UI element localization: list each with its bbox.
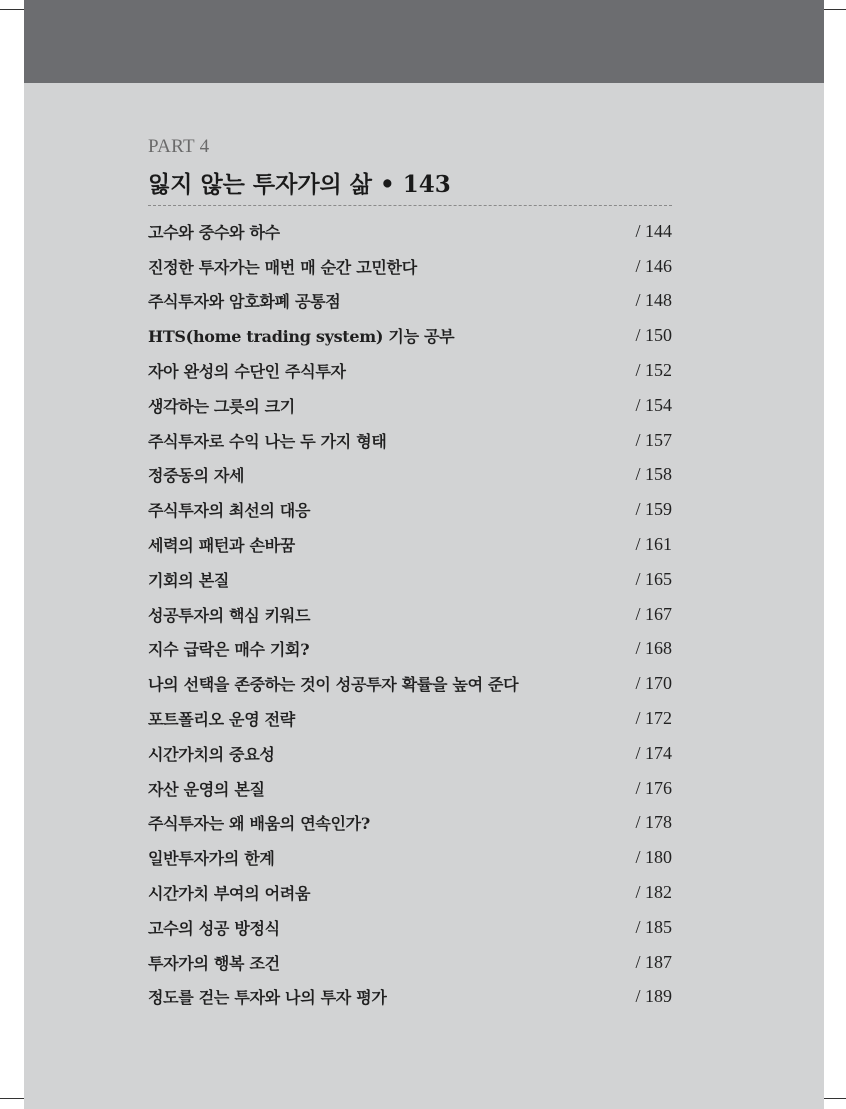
toc-entry-title: 진정한 투자가는 매번 매 순간 고민한다 [148,257,417,277]
toc-entry-page: / 174 [635,742,672,763]
toc-entry-title: 자산 운영의 본질 [148,779,265,799]
toc-entry [148,562,672,597]
toc-entry-page: / 165 [635,568,672,589]
table-of-contents [148,214,672,1014]
toc-entry-title: 정도를 걷는 투자와 나의 투자 평가 [148,988,387,1008]
toc-entry-title: 일반투자가의 한계 [148,849,275,869]
toc-entry [148,910,672,945]
toc-entry-page: / 178 [635,812,672,833]
toc-entry-page: / 154 [635,394,672,415]
toc-entry-page: / 158 [635,464,672,485]
toc-entry [148,945,672,980]
toc-entry-title: 고수와 중수와 하수 [148,222,280,242]
toc-entry [148,597,672,632]
toc-entry [148,458,672,493]
toc-entry-page: / 172 [635,708,672,729]
toc-entry-title: 세력의 패턴과 손바꿈 [148,536,295,556]
toc-entry-page: / 180 [635,847,672,868]
toc-entry [148,388,672,423]
toc-entry [148,736,672,771]
toc-entry-page: / 144 [635,220,672,241]
crop-mark [0,9,24,10]
book-page [24,0,824,1109]
crop-mark [0,1098,24,1099]
toc-entry [148,318,672,353]
toc-entry [148,527,672,562]
toc-entry [148,806,672,841]
toc-entry-page: / 185 [635,916,672,937]
toc-entry [148,701,672,736]
toc-entry-page: / 148 [635,290,672,311]
toc-entry-page: / 176 [635,777,672,798]
crop-mark [822,1098,846,1099]
toc-entry [148,666,672,701]
toc-entry [148,214,672,249]
toc-entry-title: 지수 급락은 매수 기회? [148,640,310,660]
toc-entry [148,980,672,1015]
toc-entry-title: 주식투자의 최선의 대응 [148,501,311,521]
toc-entry [148,875,672,910]
toc-entry [148,492,672,527]
toc-entry-page: / 170 [635,673,672,694]
toc-entry-title: 생각하는 그릇의 크기 [148,396,295,416]
toc-entry-title: 투자가의 행복 조건 [148,953,280,973]
toc-entry-title: 고수의 성공 방정식 [148,918,280,938]
toc-entry [148,423,672,458]
toc-entry-page: / 168 [635,638,672,659]
part-title: 잃지 않는 투자가의 삶 • 143 [148,171,451,198]
dashed-divider [148,205,672,206]
toc-entry-title: 나의 선택을 존중하는 것이 성공투자 확률을 높여 준다 [148,675,519,695]
toc-entry [148,249,672,284]
toc-entry-page: / 152 [635,360,672,381]
toc-entry [148,632,672,667]
toc-entry-title: 포트폴리오 운영 전략 [148,710,295,730]
toc-entry-title: 정중동의 자세 [148,466,245,486]
toc-entry-title: 주식투자로 수익 나는 두 가지 형태 [148,431,387,451]
header-band [24,0,824,83]
toc-entry-title: 주식투자와 암호화폐 공통점 [148,292,341,312]
toc-entry [148,771,672,806]
toc-entry-title: 기회의 본질 [148,570,230,590]
toc-entry-page: / 187 [635,951,672,972]
toc-entry-title: 시간가치의 중요성 [148,744,275,764]
toc-entry [148,840,672,875]
toc-entry-page: / 161 [635,534,672,555]
toc-entry-page: / 167 [635,603,672,624]
part-label: PART 4 [148,136,210,157]
crop-mark [822,9,846,10]
toc-entry-page: / 157 [635,429,672,450]
toc-entry-page: / 150 [635,325,672,346]
toc-entry [148,284,672,319]
toc-entry-page: / 182 [635,882,672,903]
toc-entry-title: HTS(home trading system) 기능 공부 [148,327,455,347]
toc-entry-page: / 159 [635,499,672,520]
toc-entry-title: 시간가치 부여의 어려움 [148,884,311,904]
toc-entry-title: 주식투자는 왜 배움의 연속인가? [148,814,370,834]
toc-entry-page: / 146 [635,255,672,276]
toc-entry-page: / 189 [635,986,672,1007]
toc-entry-title: 자아 완성의 수단인 주식투자 [148,362,346,382]
toc-entry [148,353,672,388]
toc-entry-title: 성공투자의 핵심 키워드 [148,605,311,625]
